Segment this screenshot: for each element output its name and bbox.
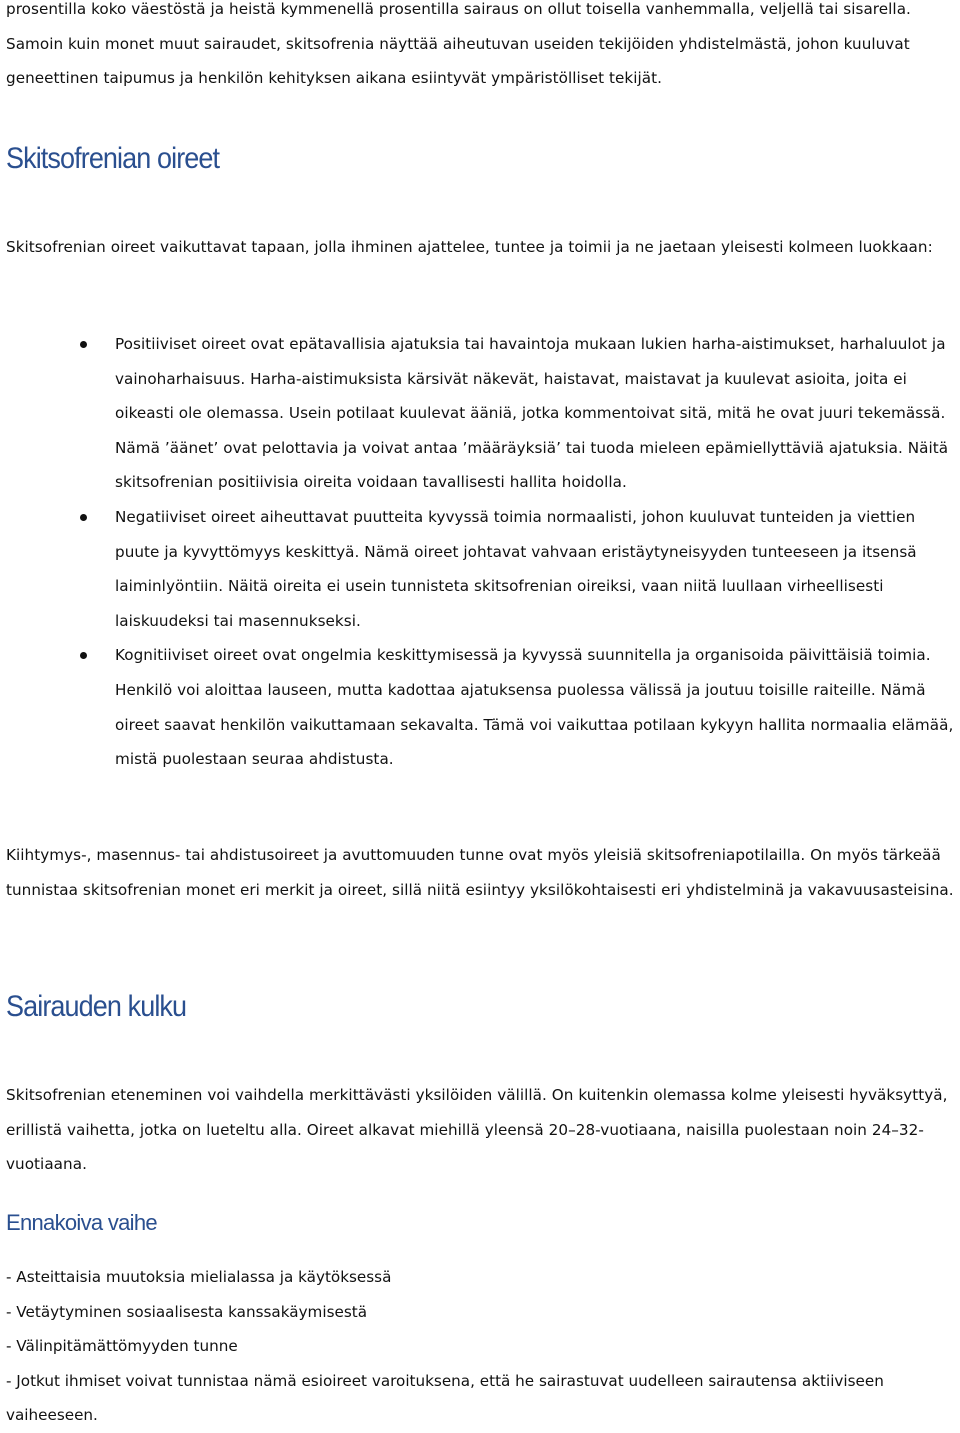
section-heading-symptoms: Skitsofrenian oireet — [6, 142, 220, 175]
list-item: - Vetäytyminen sosiaalisesta kanssakäymisestä — [6, 1302, 367, 1321]
list-item-cognitive — [6, 638, 956, 776]
list-item-negative — [6, 500, 956, 638]
symptom-list — [6, 327, 956, 777]
list-item-text: Kognitiiviset oireet ovat ongelmia keskittymisessä ja kyvyssä suunnitella ja organisoida päivittäisiä toimia. Henkilö voi aloittaa lauseen, mutta kadottaa ajatuksensa puolessa välissä ja joutuu toisille raiteille. Nämä oireet saavat henkilön vaikuttamaan sekavalta. Tämä voi vaikuttaa potilaan kykyyn hallita normaalia elämää, mistä puolestaan seuraa ahdistusta. — [115, 646, 954, 769]
course-paragraph: Skitsofrenian eteneminen voi vaihdella merkittävästi yksilöiden välillä. On kuitenkin olemassa kolme yleisesti hyväksyttyä, erillistä vaihetta, jotka on lueteltu alla. Oireet alkavat miehillä yleensä 20–28-vuotiaana, naisilla puolestaan noin 24–32-vuotiaana. — [6, 1086, 948, 1174]
bullet-icon — [80, 341, 87, 348]
section-heading-prodromal: Ennakoiva vaihe — [6, 1210, 157, 1235]
prodromal-list — [6, 1260, 956, 1433]
list-item: - Jotkut ihmiset voivat tunnistaa nämä esioireet varoituksena, että he sairastuvat uudelleen sairautensa aktiiviseen vaiheeseen. — [6, 1371, 884, 1425]
symptoms-closing-paragraph: Kiihtymys-, masennus- tai ahdistusoireet ja avuttomuuden tunne ovat myös yleisiä skitsofreniapotilailla. On myös tärkeää tunnistaa skitsofrenian monet eri merkit ja oireet, sillä niitä esiintyy yksilökohtaisesti eri yhdistelminä ja vakavuusasteisina. — [6, 846, 954, 899]
symptoms-lead-paragraph: Skitsofrenian oireet vaikuttavat tapaan, jolla ihminen ajattelee, tuntee ja toimii ja ne jaetaan yleisesti kolmeen luokkaan: — [6, 238, 933, 256]
list-item-text: Positiiviset oireet ovat epätavallisia ajatuksia tai havaintoja mukaan lukien harha-aistimukset, harhaluulot ja vainoharhaisuus. Harha-aistimuksista kärsivät näkevät, haistavat, maistavat ja kuulevat asioita, joita ei oikeasti ole olemassa. Usein potilaat kuulevat ääniä, jotka kommentoivat sitä, mitä he ovat juuri tekemässä. Nämä ’äänet’ ovat pelottavia ja voivat antaa ’määräyksiä’ tai tuoda mieleen epämiellyttäviä ajatuksia. Näitä skitsofrenian positiivisia oireita voidaan tavallisesti hallita hoidolla. — [115, 335, 949, 492]
intro-paragraph: prosentilla koko väestöstä ja heistä kymmenellä prosentilla sairaus on ollut toisella vanhemmalla, veljellä tai sisarella. Samoin kuin monet muut sairaudet, skitsofrenia näyttää aiheutuvan useiden tekijöiden yhdistelmästä, johon kuuluvat geneettinen taipumus ja henkilön kehityksen aikana esiintyvät ympäristölliset tekijät. — [6, 0, 911, 88]
list-item-positive — [6, 327, 956, 500]
list-item-text: Negatiiviset oireet aiheuttavat puutteita kyvyssä toimia normaalisti, johon kuuluvat tunteiden ja viettien puute ja kyvyttömyys keskittyä. Nämä oireet johtavat vahvaan eristäytyneisyyden tunteeseen ja itsensä laiminlyöntiin. Näitä oireita ei usein tunnisteta skitsofrenian oireiksi, vaan niitä luullaan virheellisesti laiskuudeksi tai masennukseksi. — [115, 507, 917, 630]
section-heading-course: Sairauden kulku — [6, 990, 187, 1023]
bullet-icon — [80, 514, 87, 521]
list-item: - Asteittaisia muutoksia mielialassa ja käytöksessä — [6, 1268, 392, 1286]
bullet-icon — [80, 652, 87, 659]
list-item: - Välinpitämättömyyden tunne — [6, 1337, 238, 1356]
